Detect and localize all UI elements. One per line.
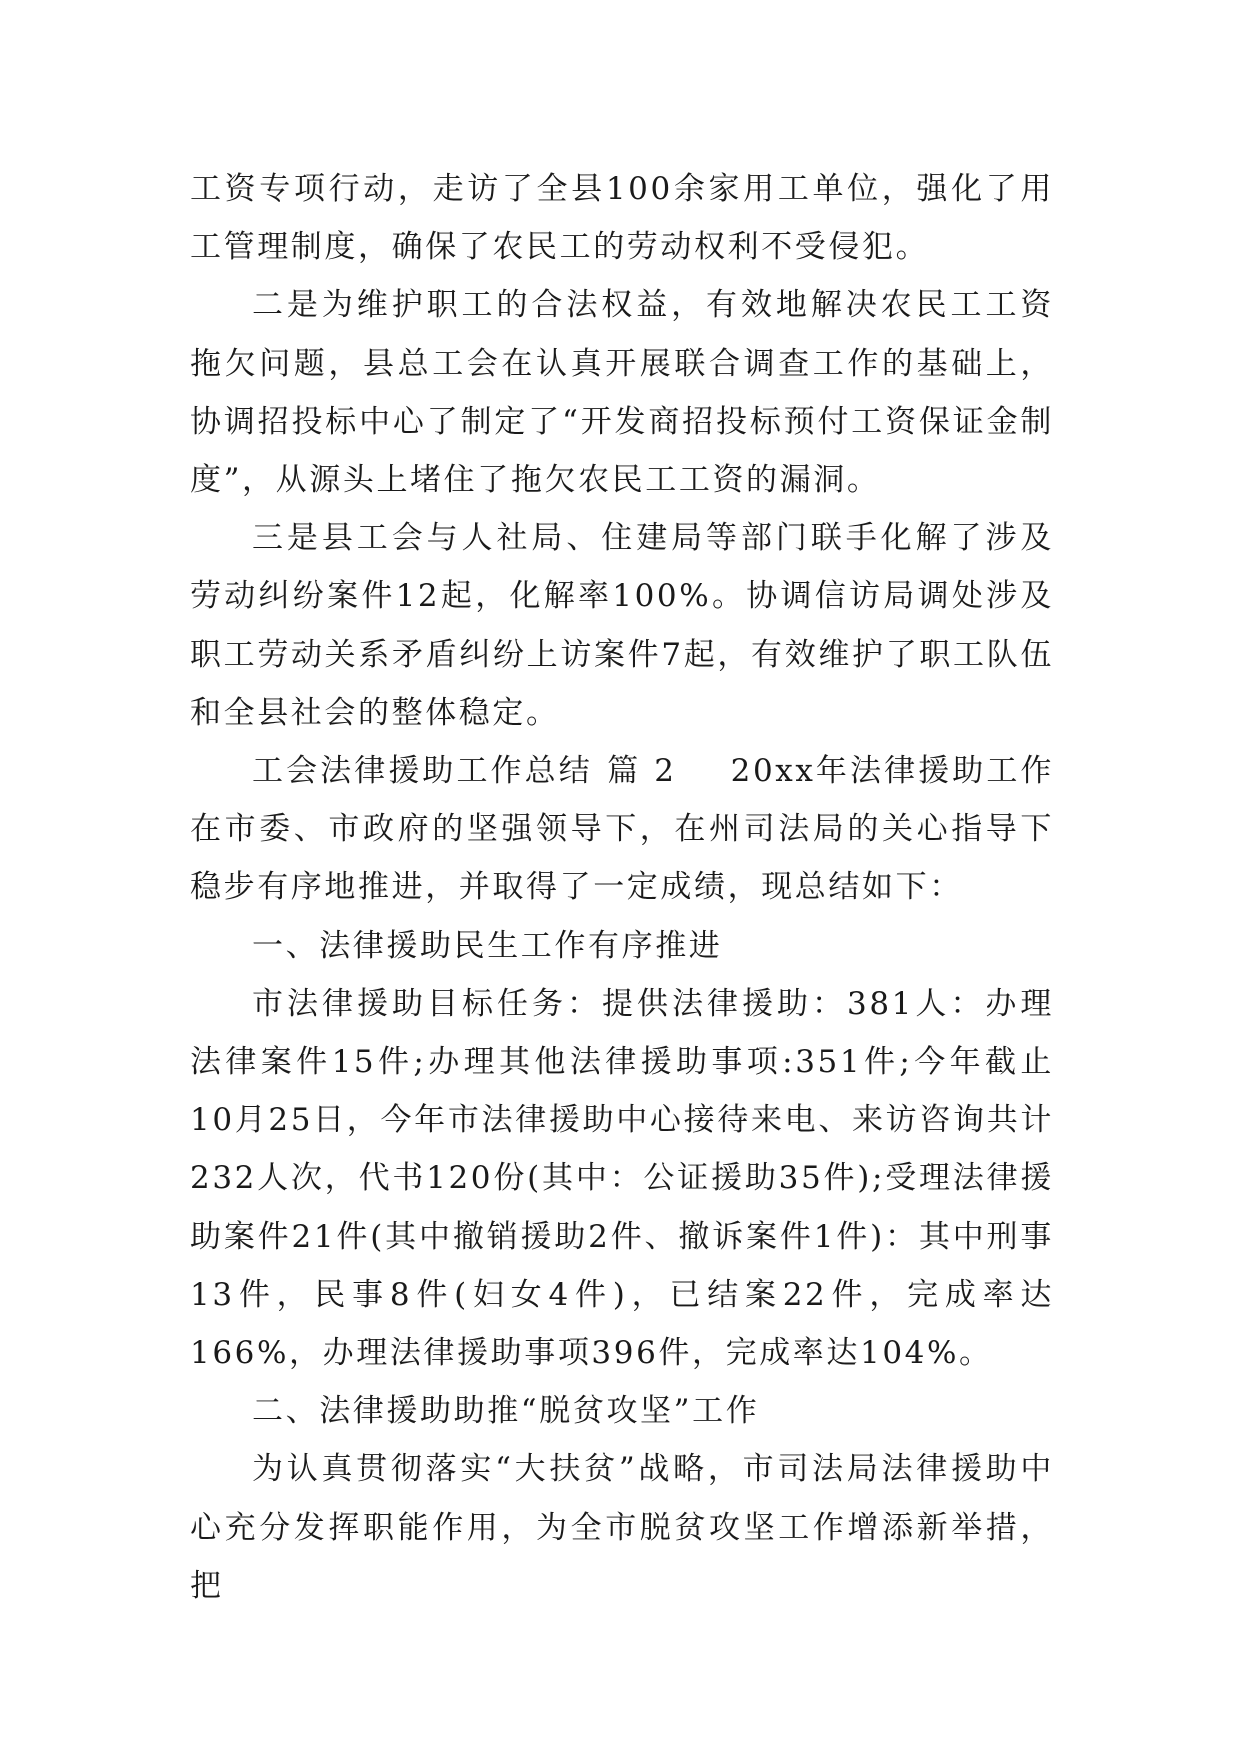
article-title: 工会法律援助工作总结	[252, 753, 593, 790]
article-part-label: 篇 2	[606, 753, 677, 790]
paragraph-point-three: 三是县工会与人社局、住建局等部门联手化解了涉及劳动纠纷案件12起，化解率100%。协调信访局调处涉及职工劳动关系矛盾纠纷上访案件7起，有效维护了职工队伍和全县社会的整体稳定。	[190, 520, 1054, 731]
section-heading-2: 二、法律援助助推“脱贫攻坚”工作	[252, 1393, 760, 1430]
document-body	[190, 160, 1054, 1615]
section-heading-1: 一、法律援助民生工作有序推进	[252, 927, 723, 964]
article-intro: 20xx年法律援助工作在市委、市政府的坚强领导下，在州司法局的关心指导下稳步有序地推进，并取得了一定成绩，现总结如下：	[190, 753, 1054, 906]
paragraph-continuation: 工资专项行动，走访了全县100余家用工单位，强化了用工管理制度，确保了农民工的劳动权利不受侵犯。	[190, 171, 1054, 266]
section-body-2: 为认真贯彻落实“大扶贫”战略，市司法局法律援助中心充分发挥职能作用，为全市脱贫攻坚工作增添新举措，把	[190, 1451, 1054, 1604]
paragraph-point-two: 二是为维护职工的合法权益，有效地解决农民工工资拖欠问题，县总工会在认真开展联合调查工作的基础上，协调招投标中心了制定了“开发商招投标预付工资保证金制度”，从源头上堵住了拖欠农民工工资的漏洞。	[190, 287, 1054, 499]
section-body-1: 市法律援助目标任务：提供法律援助：381人：办理法律案件15件;办理其他法律援助事项:351件;今年截止10月25日，今年市法律援助中心接待来电、来访咨询共计232人次，代书120份(其中：公证援助35件);受理法律援助案件21件(其中撤销援助2件、撤诉案件1件)：其中刑事13件，民事8件(妇女4件)，已结案22件，完成率达166%，办理法律援助事项396件，完成率达104%。	[190, 985, 1054, 1372]
article-title-paragraph	[190, 742, 1054, 917]
